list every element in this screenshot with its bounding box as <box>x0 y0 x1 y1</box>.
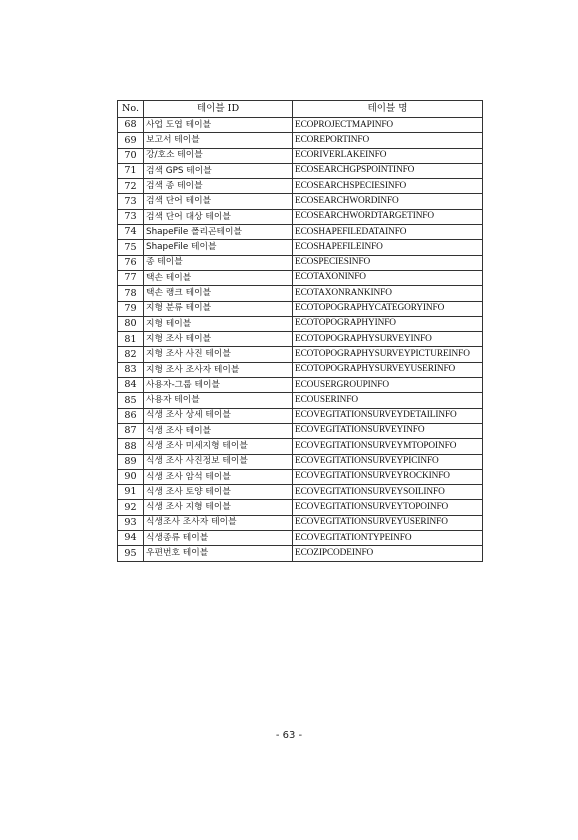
row-table-id: 지형 조사 사진 테이블 <box>144 347 293 362</box>
table-row <box>118 148 483 163</box>
row-table-id: 지형 분류 테이블 <box>144 301 293 316</box>
table-list <box>117 100 483 562</box>
table-row <box>118 179 483 194</box>
header-table-id: 테이블 ID <box>144 101 293 118</box>
row-table-name: ECOVEGITATIONTYPEINFO <box>293 531 483 546</box>
row-table-name: ECOSPECIESINFO <box>293 255 483 270</box>
table-row <box>118 270 483 285</box>
row-number: 90 <box>118 469 144 484</box>
row-table-name: ECOTOPOGRAPHYINFO <box>293 316 483 331</box>
table-row <box>118 454 483 469</box>
row-table-name: ECOVEGITATIONSURVEYSOILINFO <box>293 485 483 500</box>
row-table-id: 지형 테이블 <box>144 316 293 331</box>
row-table-name: ECOUSERINFO <box>293 393 483 408</box>
row-table-id: 사용자 테이블 <box>144 393 293 408</box>
row-number: 69 <box>118 133 144 148</box>
row-table-name: ECOVEGITATIONSURVEYPICINFO <box>293 454 483 469</box>
row-table-id: 식생 조사 미세지형 테이블 <box>144 439 293 454</box>
row-table-id: 식생 조사 암석 테이블 <box>144 469 293 484</box>
table-row <box>118 255 483 270</box>
row-table-id: 검색 종 테이블 <box>144 179 293 194</box>
table-row <box>118 133 483 148</box>
row-number: 80 <box>118 316 144 331</box>
table-row <box>118 515 483 530</box>
table-row <box>118 347 483 362</box>
table-row <box>118 194 483 209</box>
row-table-name: ECOVEGITATIONSURVEYMTOPOINFO <box>293 439 483 454</box>
row-number: 91 <box>118 485 144 500</box>
row-number: 79 <box>118 301 144 316</box>
row-number: 89 <box>118 454 144 469</box>
row-table-name: ECOVEGITATIONSURVEYDETAILINFO <box>293 408 483 423</box>
row-table-name: ECOSEARCHGPSPOINTINFO <box>293 163 483 178</box>
row-table-name: ECOPROJECTMAPINFO <box>293 118 483 133</box>
table-row <box>118 209 483 224</box>
row-number: 94 <box>118 531 144 546</box>
table-row <box>118 225 483 240</box>
row-number: 87 <box>118 423 144 438</box>
row-number: 81 <box>118 332 144 347</box>
table-row <box>118 485 483 500</box>
row-table-name: ECOTOPOGRAPHYSURVEYPICTUREINFO <box>293 347 483 362</box>
page-number: - 63 - <box>275 730 303 741</box>
row-table-id: 검색 단어 대상 테이블 <box>144 209 293 224</box>
row-table-name: ECOREPORTINFO <box>293 133 483 148</box>
table-row <box>118 301 483 316</box>
row-table-id: 식생 조사 테이블 <box>144 423 293 438</box>
row-table-name: ECOSHAPEFILEINFO <box>293 240 483 255</box>
row-number: 83 <box>118 362 144 377</box>
row-number: 74 <box>118 225 144 240</box>
row-table-id: 사용자-그룹 테이블 <box>144 378 293 393</box>
row-table-name: ECOTOPOGRAPHYSURVEYUSERINFO <box>293 362 483 377</box>
row-table-id: 지형 조사 테이블 <box>144 332 293 347</box>
row-table-id: ShapeFile 폴리곤테이블 <box>144 225 293 240</box>
row-table-name: ECORIVERLAKEINFO <box>293 148 483 163</box>
row-number: 92 <box>118 500 144 515</box>
row-number: 84 <box>118 378 144 393</box>
row-number: 85 <box>118 393 144 408</box>
row-table-id: 검색 GPS 테이블 <box>144 163 293 178</box>
table-row <box>118 500 483 515</box>
row-table-name: ECOTOPOGRAPHYCATEGORYINFO <box>293 301 483 316</box>
row-number: 75 <box>118 240 144 255</box>
row-table-id: ShapeFile 테이블 <box>144 240 293 255</box>
table-row <box>118 439 483 454</box>
table-row <box>118 546 483 561</box>
row-table-name: ECOUSERGROUPINFO <box>293 378 483 393</box>
table-header-row <box>118 101 483 118</box>
row-table-id: 식생 조사 지형 테이블 <box>144 500 293 515</box>
row-table-id: 식생종류 테이블 <box>144 531 293 546</box>
table-row <box>118 118 483 133</box>
row-number: 72 <box>118 179 144 194</box>
row-table-name: ECOSHAPEFILEDATAINFO <box>293 225 483 240</box>
table-row <box>118 393 483 408</box>
row-table-id: 우편번호 테이블 <box>144 546 293 561</box>
row-number: 68 <box>118 118 144 133</box>
row-table-id: 식생 조사 사진정보 테이블 <box>144 454 293 469</box>
table-row <box>118 531 483 546</box>
table-row <box>118 240 483 255</box>
row-number: 93 <box>118 515 144 530</box>
row-table-name: ECOSEARCHWORDTARGETINFO <box>293 209 483 224</box>
row-table-name: ECOVEGITATIONSURVEYTOPOINFO <box>293 500 483 515</box>
row-number: 73 <box>118 209 144 224</box>
row-number: 78 <box>118 286 144 301</box>
table-row <box>118 423 483 438</box>
table-row <box>118 286 483 301</box>
row-table-id: 식생조사 조사자 테이블 <box>144 515 293 530</box>
header-table-name: 테이블 명 <box>293 101 483 118</box>
table-row <box>118 362 483 377</box>
table-body <box>118 118 483 562</box>
row-table-name: ECOTAXONINFO <box>293 270 483 285</box>
row-table-name: ECOTAXONRANKINFO <box>293 286 483 301</box>
row-number: 86 <box>118 408 144 423</box>
row-number: 70 <box>118 148 144 163</box>
row-table-id: 사업 도엽 테이블 <box>144 118 293 133</box>
row-table-name: ECOTOPOGRAPHYSURVEYINFO <box>293 332 483 347</box>
row-number: 95 <box>118 546 144 561</box>
row-table-id: 식생 조사 토양 테이블 <box>144 485 293 500</box>
row-table-name: ECOSEARCHSPECIESINFO <box>293 179 483 194</box>
table-row <box>118 316 483 331</box>
row-table-name: ECOSEARCHWORDINFO <box>293 194 483 209</box>
table-row <box>118 332 483 347</box>
table-row <box>118 408 483 423</box>
row-table-id: 택손 테이블 <box>144 270 293 285</box>
row-table-id: 식생 조사 상세 테이블 <box>144 408 293 423</box>
table-row <box>118 163 483 178</box>
row-number: 82 <box>118 347 144 362</box>
row-table-id: 지형 조사 조사자 테이블 <box>144 362 293 377</box>
row-table-name: ECOVEGITATIONSURVEYROCKINFO <box>293 469 483 484</box>
row-number: 73 <box>118 194 144 209</box>
row-table-id: 강/호소 테이블 <box>144 148 293 163</box>
table-row <box>118 378 483 393</box>
row-number: 88 <box>118 439 144 454</box>
header-no: No. <box>118 101 144 118</box>
row-table-name: ECOVEGITATIONSURVEYINFO <box>293 423 483 438</box>
row-table-name: ECOZIPCODEINFO <box>293 546 483 561</box>
row-table-id: 검색 단어 테이블 <box>144 194 293 209</box>
row-table-id: 택손 랭크 테이블 <box>144 286 293 301</box>
row-table-name: ECOVEGITATIONSURVEYUSERINFO <box>293 515 483 530</box>
row-number: 77 <box>118 270 144 285</box>
table-row <box>118 469 483 484</box>
row-table-id: 종 테이블 <box>144 255 293 270</box>
row-table-id: 보고서 테이블 <box>144 133 293 148</box>
row-number: 76 <box>118 255 144 270</box>
row-number: 71 <box>118 163 144 178</box>
